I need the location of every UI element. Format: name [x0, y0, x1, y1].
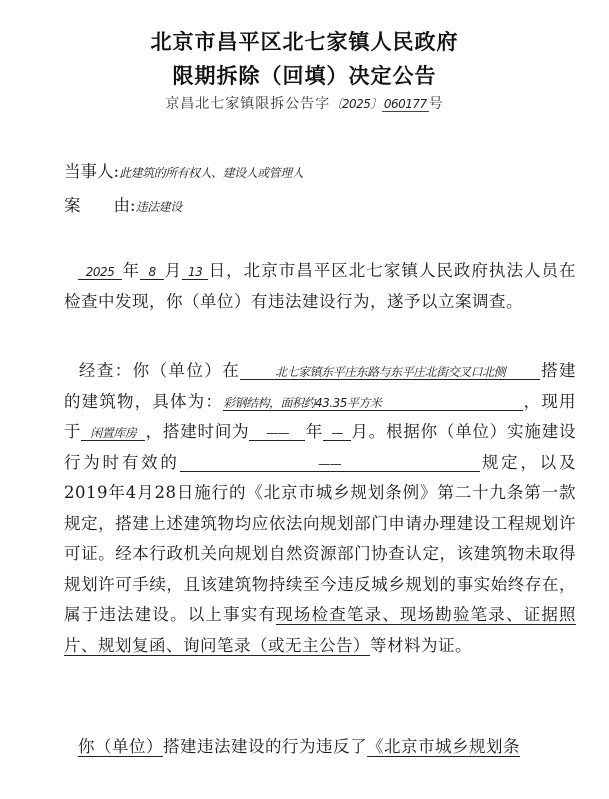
- findings-end: 等材料为证。: [370, 635, 472, 655]
- findings-month-blank: —: [323, 427, 351, 441]
- paragraph-discovery: [64, 256, 576, 317]
- findings-lead: 经查：你（单位）在: [78, 361, 241, 380]
- findings-after-location: 搭建的建筑物，具体为：: [64, 361, 577, 411]
- page-title-line-2: 限期拆除（回填）决定公告: [172, 64, 437, 88]
- doc-number-prefix: 京昌北七家镇限拆公告字: [165, 96, 331, 112]
- case-label: 案 由:: [64, 196, 136, 215]
- page-title-line-1: 北京市昌平区北七家镇人民政府: [150, 30, 459, 54]
- doc-number-suffix: 号: [428, 96, 444, 112]
- paragraph-findings: [64, 356, 576, 661]
- doc-number-year: 〔2025〕: [330, 97, 382, 111]
- findings-rule-blank: ——: [180, 458, 480, 472]
- findings-after-structure: ，现用于: [64, 391, 577, 441]
- case-value: 违法建设: [135, 200, 182, 214]
- findings-structure: 彩钢结构，面积约43.35平方米: [223, 397, 523, 411]
- party-line: [64, 158, 303, 182]
- findings-month-label: 月。根据你（单位）实施建设行为时有效的: [64, 422, 577, 472]
- doc-number-serial: 060177: [383, 97, 427, 111]
- violation-party: 你（单位）: [78, 737, 163, 756]
- findings-use: 闲置库房: [81, 427, 145, 441]
- violation-text: 搭建违法建设的行为违反了: [163, 737, 367, 756]
- paragraph-violation: [64, 732, 576, 763]
- discovery-year: 2025: [78, 266, 122, 280]
- violation-law: 《北京市城乡规划条: [367, 737, 520, 756]
- discovery-month: 8: [140, 266, 164, 280]
- party-label: 当事人:: [64, 162, 120, 181]
- discovery-month-suffix: 月: [164, 261, 183, 280]
- findings-year-label: 年: [305, 422, 324, 441]
- case-line: [64, 192, 182, 216]
- findings-rest: 规定，以及2019年4月28日施行的《北京市城乡规划条例》第二十九条第一款规定，搭建上述建筑物均应依法向规划部门申请办理建设工程规划许可证。经本行政机关向规划自然资源部门协查认定，该建筑物未取得规划许可手续，且该建筑物持续至今违反城乡规划的事实始终存在，属于违法建设。以上事实有: [64, 452, 577, 624]
- document-number: [0, 93, 609, 113]
- findings-year-blank: ——: [249, 427, 305, 441]
- discovery-day: 13: [182, 266, 208, 280]
- discovery-text: 日，北京市昌平区北七家镇人民政府执法人员在检查中发现，你（单位）有违法建设行为，遂予以立案调查。: [64, 261, 577, 311]
- discovery-year-suffix: 年: [122, 261, 141, 280]
- findings-location: 北七家镇东平庄东路与东平庄北街交叉口北侧: [240, 366, 540, 380]
- party-value: 此建筑的所有权人、建设人或管理人: [119, 166, 304, 180]
- findings-evidence: 现场检查笔录、现场勘验笔录、证据照片、规划复函、询问笔录（或无主公告）: [64, 605, 577, 655]
- findings-after-use: ，搭建时间为: [145, 422, 250, 441]
